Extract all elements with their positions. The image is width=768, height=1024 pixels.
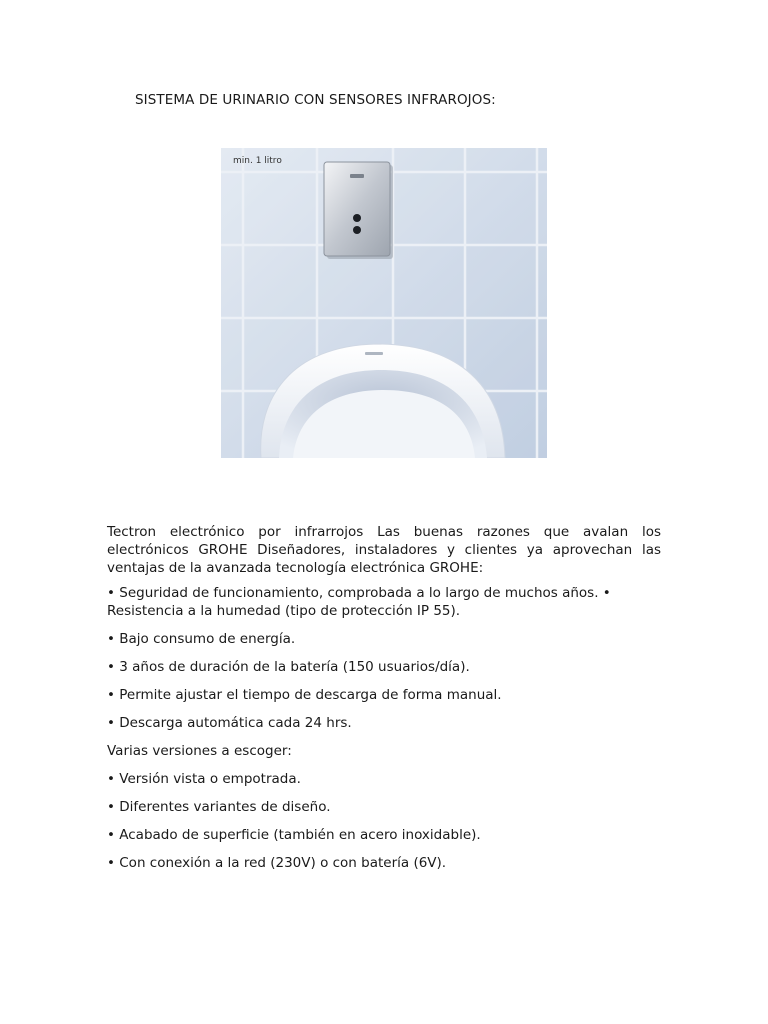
list-item: • Acabado de superficie (también en acero inoxidable). xyxy=(107,827,481,843)
document-body xyxy=(107,523,661,882)
list-item: • Seguridad de funcionamiento, comprobada a lo largo de muchos años. • Resistencia a la humedad (tipo de protección IP 55). xyxy=(107,585,611,619)
urinal-illustration xyxy=(221,148,547,458)
urinal-photo xyxy=(221,148,547,458)
sensor-eye-icon xyxy=(353,214,361,222)
list-item: • 3 años de duración de la batería (150 usuarios/día). xyxy=(107,659,470,675)
intro-paragraph: Tectron electrónico por infrarrojos Las buenas razones que avalan los electrónicos GROHE Diseñadores, instaladores y clientes ya aprovechan las ventajas de la avanzada tecnología electrónica GROHE: xyxy=(107,524,661,576)
section-heading: Varias versiones a escoger: xyxy=(107,743,292,759)
list-item: • Diferentes variantes de diseño. xyxy=(107,799,331,815)
infrared-sensor-panel xyxy=(324,162,393,259)
list-item: • Permite ajustar el tiempo de descarga de forma manual. xyxy=(107,687,502,703)
photo-caption: min. 1 litro xyxy=(233,156,282,166)
document-title: SISTEMA DE URINARIO CON SENSORES INFRAROJOS: xyxy=(135,92,496,108)
list-item: • Bajo consumo de energía. xyxy=(107,631,296,647)
list-item: • Versión vista o empotrada. xyxy=(107,771,301,787)
list-item: • Con conexión a la red (230V) o con batería (6V). xyxy=(107,855,447,871)
list-item: • Descarga automática cada 24 hrs. xyxy=(107,715,352,731)
sensor-eye-icon xyxy=(353,226,361,234)
